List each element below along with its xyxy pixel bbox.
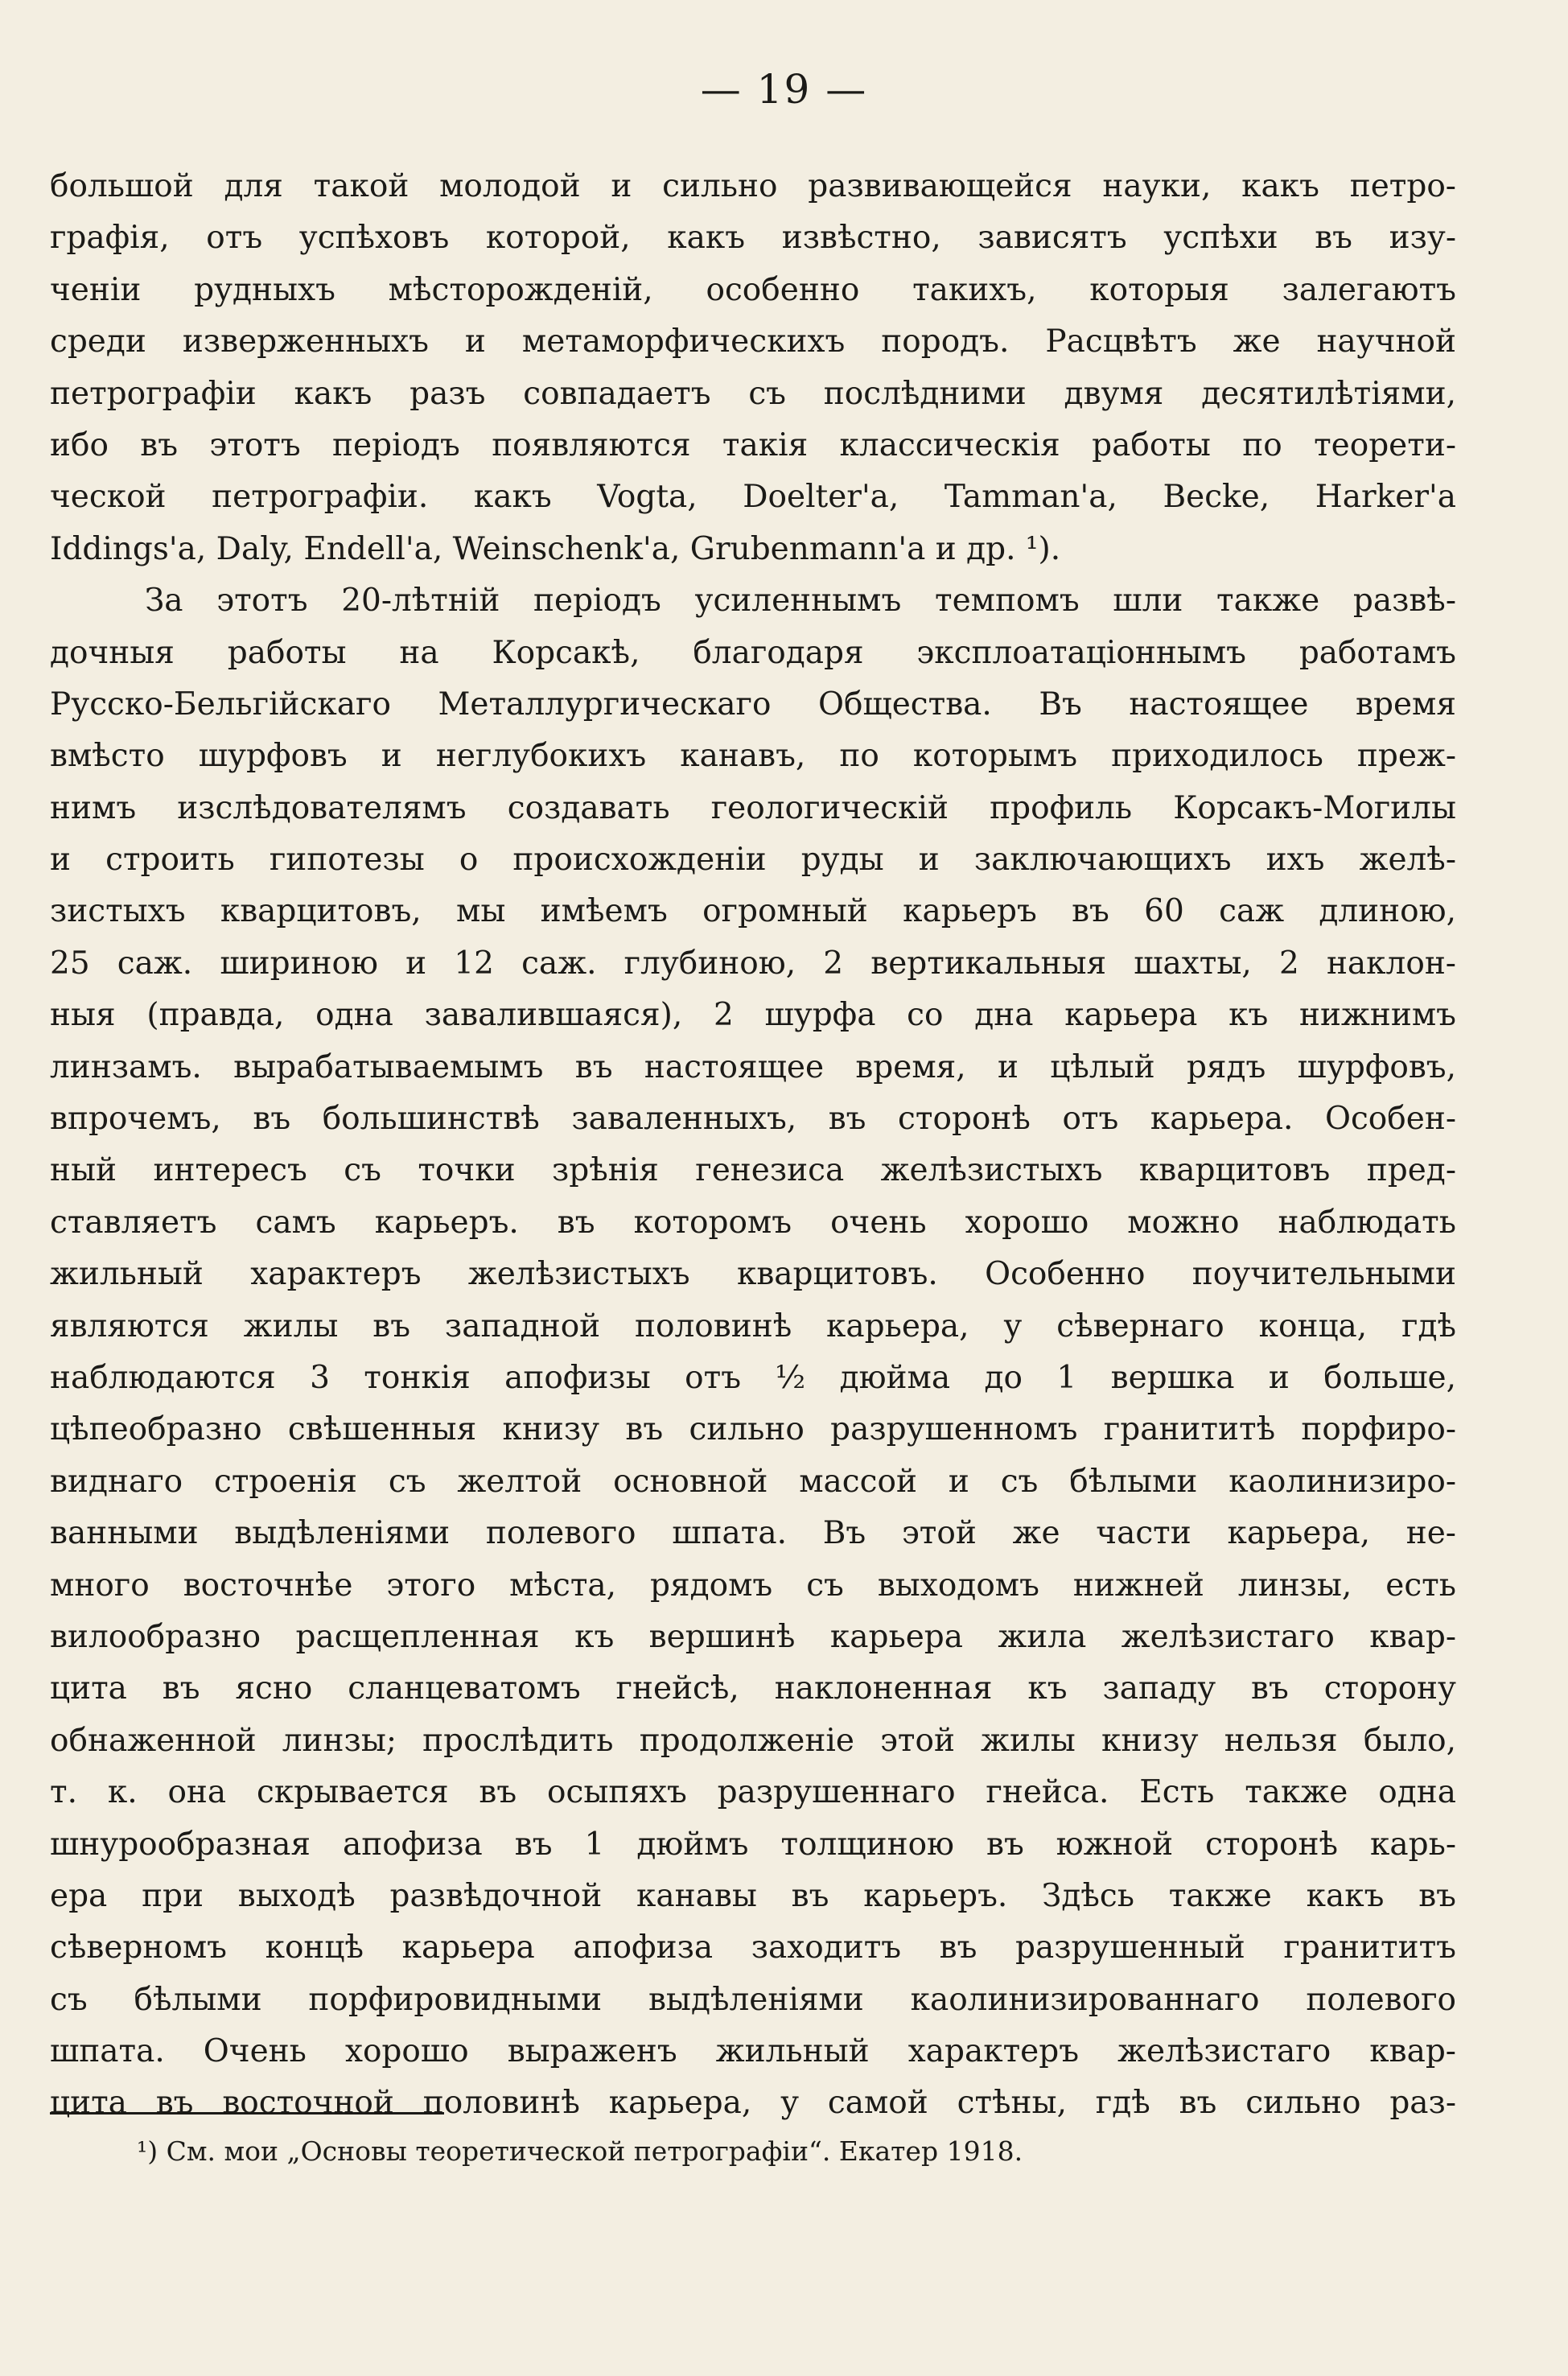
paragraph-1 <box>50 161 1456 575</box>
text-line: и строить гипотезы о происхожденіи руды и заключающихъ ихъ желѣ- <box>50 842 1456 879</box>
text-line: вмѣсто шурфовъ и неглубокихъ канавъ, по которымъ приходилось преж- <box>50 738 1456 775</box>
footnote: ¹) См. мои „Основы теоретической петрографіи“. Екатер 1918. <box>137 2135 1023 2167</box>
footnote-divider <box>50 2112 444 2115</box>
text-line: наблюдаются 3 тонкія апофизы отъ ½ дюйма до 1 вершка и больше, <box>50 1359 1456 1396</box>
text-line: зистыхъ кварцитовъ, мы имѣемъ огромный карьеръ въ 60 саж длиною, <box>50 893 1456 930</box>
text-line: цѣпеобразно свѣшенныя книзу въ сильно разрушенномъ гранититѣ порфиро- <box>50 1411 1456 1448</box>
text-line: много восточнѣе этого мѣста, рядомъ съ выходомъ нижней линзы, есть <box>50 1567 1456 1604</box>
text-line: линзамъ. вырабатываемымъ въ настоящее время, и цѣлый рядъ шурфовъ, <box>50 1048 1456 1085</box>
text-line: ный интересъ съ точки зрѣнія генезиса желѣзистыхъ кварцитовъ пред- <box>50 1152 1456 1189</box>
text-line: ера при выходѣ развѣдочной канавы въ карьеръ. Здѣсь также какъ въ <box>50 1877 1456 1914</box>
text-line: т. к. она скрывается въ осыпяхъ разрушеннаго гнейса. Есть также одна <box>50 1774 1456 1811</box>
text-line: ческой петрографіи. какъ Vogta, Doelter'a, Tamman'a, Becke, Harker'a <box>50 479 1456 516</box>
text-line: впрочемъ, въ большинствѣ заваленныхъ, въ сторонѣ отъ карьера. Особен- <box>50 1101 1456 1138</box>
text-line: большой для такой молодой и сильно развивающейся науки, какъ петро- <box>50 168 1456 204</box>
text-line: цита въ ясно сланцеватомъ гнейсѣ, наклоненная къ западу въ сторону <box>50 1670 1456 1707</box>
text-line: среди изверженныхъ и метаморфическихъ породъ. Расцвѣтъ же научной <box>50 323 1456 360</box>
text-line: шнурообразная апофиза въ 1 дюймъ толщиною въ южной сторонѣ карь- <box>50 1826 1456 1863</box>
text-line: ставляетъ самъ карьеръ. въ которомъ очень хорошо можно наблюдать <box>50 1204 1456 1241</box>
text-line: съ бѣлыми порфировидными выдѣленіями каолинизированнаго полевого <box>50 1981 1456 2018</box>
text-line: Iddings'a, Daly, Endell'a, Weinschenk'a, Grubenmann'a и др. ¹). <box>50 530 1061 567</box>
text-line: ибо въ этотъ періодъ появляются такія классическія работы по теорети- <box>50 426 1456 463</box>
text-line: сѣверномъ концѣ карьера апофиза заходитъ въ разрушенный гранититъ <box>50 1929 1456 1966</box>
text-line: ныя (правда, одна завалившаяся), 2 шурфа со дна карьера къ нижнимъ <box>50 997 1456 1034</box>
text-line: ченіи рудныхъ мѣсторожденій, особенно такихъ, которыя залегаютъ <box>50 271 1456 308</box>
paragraph-2 <box>50 575 1456 2130</box>
text-line: Русско-Бельгійскаго Металлургическаго Общества. Въ настоящее время <box>50 686 1456 723</box>
text-line: дочныя работы на Корсакѣ, благодаря эксплоатаціоннымъ работамъ <box>50 634 1456 671</box>
text-line: петрографіи какъ разъ совпадаетъ съ послѣдними двумя десятилѣтіями, <box>50 375 1456 412</box>
text-line: 25 саж. шириною и 12 саж. глубиною, 2 вертикальныя шахты, 2 наклон- <box>50 945 1456 982</box>
text-line: вилообразно расщепленная къ вершинѣ карьера жила желѣзистаго квар- <box>50 1618 1456 1655</box>
text-line: За этотъ 20-лѣтній періодъ усиленнымъ темпомъ шли также развѣ- <box>145 583 1456 620</box>
body-text <box>50 161 1456 2130</box>
text-line: виднаго строенія съ желтой основной массой и съ бѣлыми каолинизиро- <box>50 1463 1456 1500</box>
text-line: графія, отъ успѣховъ которой, какъ извѣстно, зависятъ успѣхи въ изу- <box>50 220 1456 257</box>
text-line: ванными выдѣленіями полевого шпата. Въ этой же части карьера, не- <box>50 1515 1456 1552</box>
text-line: жильный характеръ желѣзистыхъ кварцитовъ. Особенно поучительными <box>50 1256 1456 1293</box>
text-line: нимъ изслѣдователямъ создавать геологическій профиль Корсакъ-Могилы <box>50 789 1456 826</box>
page-number: — 19 — <box>700 66 868 113</box>
text-line: цита въ восточной половинѣ карьера, у самой стѣны, гдѣ въ сильно раз- <box>50 2085 1456 2122</box>
text-line: обнаженной линзы; прослѣдить продолженіе этой жилы книзу нельзя было, <box>50 1722 1456 1759</box>
text-line: являются жилы въ западной половинѣ карьера, у сѣвернаго конца, гдѣ <box>50 1307 1456 1344</box>
text-line: шпата. Очень хорошо выраженъ жильный характеръ желѣзистаго квар- <box>50 2033 1456 2070</box>
